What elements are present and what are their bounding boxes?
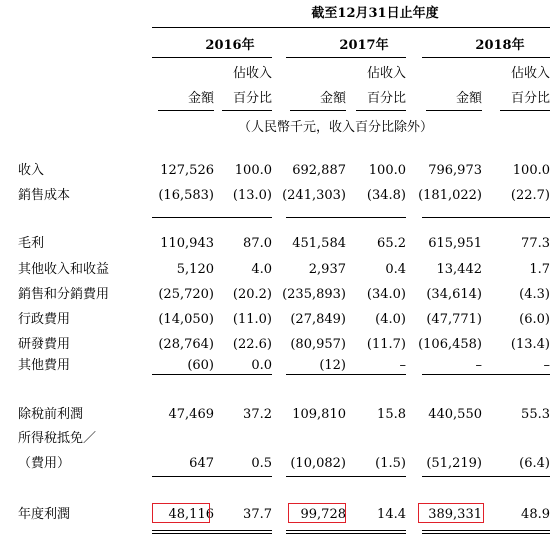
amount-cell: (25,720) (158, 287, 214, 302)
amount-2016-underline (158, 110, 214, 111)
pct-2018-underline (500, 110, 550, 111)
amount-cell: 451,584 (292, 236, 346, 251)
amount-cell: – (475, 358, 482, 373)
amount-cell: (235,893) (282, 287, 346, 302)
amount-cell: 440,550 (428, 407, 482, 422)
percent-cell: 0.0 (251, 358, 272, 373)
amount-cell: (16,583) (158, 188, 214, 203)
amount-cell: (47,771) (426, 312, 482, 327)
amount-cell: 13,442 (436, 262, 482, 277)
highlight-box-2016 (152, 503, 210, 523)
percent-cell: (13.4) (510, 337, 550, 352)
row-label: 行政費用 (18, 312, 71, 327)
col-pct-2016-l2: 百分比 (232, 91, 272, 106)
amount-cell: (60) (187, 358, 214, 373)
percent-cell: (20.2) (232, 287, 272, 302)
percent-cell: (1.5) (375, 456, 406, 471)
amount-cell: (80,957) (290, 337, 346, 352)
col-amount-2016: 金額 (187, 91, 214, 106)
percent-cell: – (399, 358, 406, 373)
amount-cell: 615,951 (428, 236, 482, 251)
amount-2017-underline (290, 110, 346, 111)
amount-cell: 389,331 (428, 507, 482, 522)
col-pct-2017-l1: 佔收入 (366, 66, 406, 81)
rule-other-2018 (422, 374, 550, 375)
percent-cell: (34.0) (366, 287, 406, 302)
unit-note: （人民幣千元，收入百分比除外） (238, 120, 434, 135)
percent-cell: 4.0 (251, 262, 272, 277)
col-pct-2018-l1: 佔收入 (510, 66, 550, 81)
row-label: 除稅前利潤 (18, 407, 84, 422)
pct-2017-underline (356, 110, 406, 111)
year-2018-underline (422, 57, 550, 58)
percent-cell: 100.0 (234, 163, 272, 178)
percent-cell: – (543, 358, 550, 373)
percent-cell: 55.3 (521, 407, 550, 422)
rule-tax-2018 (422, 476, 550, 477)
amount-cell: (14,050) (158, 312, 214, 327)
percent-cell: 15.8 (377, 407, 406, 422)
period-title: 截至12月31日止年度 (311, 6, 439, 21)
year-2017: 2017年 (339, 38, 389, 53)
amount-cell: (51,219) (426, 456, 482, 471)
percent-cell: 100.0 (512, 163, 550, 178)
percent-cell: 37.7 (243, 507, 272, 522)
double-rule-2017 (286, 530, 406, 534)
amount-cell: (10,082) (290, 456, 346, 471)
rule-cost-2017 (286, 217, 406, 218)
rule-other-2016 (152, 374, 272, 375)
percent-cell: 48.9 (521, 507, 550, 522)
amount-cell: (106,458) (418, 337, 482, 352)
row-label: 銷售成本 (18, 188, 71, 203)
rule-cost-2018 (422, 217, 550, 218)
col-pct-2016-l1: 佔收入 (232, 66, 272, 81)
amount-cell: 109,810 (292, 407, 346, 422)
rule-tax-2017 (286, 476, 406, 477)
rule-cost-2016 (152, 217, 272, 218)
amount-cell: 796,973 (428, 163, 482, 178)
amount-cell: (28,764) (158, 337, 214, 352)
percent-cell: 0.5 (251, 456, 272, 471)
amount-cell: 647 (189, 456, 214, 471)
amount-cell: 5,120 (176, 262, 214, 277)
percent-cell: 87.0 (243, 236, 272, 251)
year-2017-underline (286, 57, 406, 58)
amount-cell: 47,469 (168, 407, 214, 422)
period-underline (152, 27, 550, 28)
row-label: （費用） (18, 456, 71, 471)
percent-cell: 0.4 (385, 262, 406, 277)
percent-cell: (11.0) (232, 312, 272, 327)
col-amount-2017: 金額 (319, 91, 346, 106)
pct-2016-underline (222, 110, 272, 111)
amount-cell: (34,614) (426, 287, 482, 302)
col-pct-2018-l2: 百分比 (510, 91, 550, 106)
percent-cell: (11.7) (366, 337, 406, 352)
amount-cell: (12) (319, 358, 346, 373)
col-pct-2017-l2: 百分比 (366, 91, 406, 106)
percent-cell: (22.7) (510, 188, 550, 203)
row-label: 收入 (18, 163, 45, 178)
row-label: 毛利 (18, 236, 45, 251)
percent-cell: 1.7 (529, 262, 550, 277)
percent-cell: (6.0) (519, 312, 550, 327)
row-label: 銷售和分銷費用 (18, 287, 110, 302)
amount-2018-underline (426, 110, 482, 111)
highlight-box-2018 (418, 503, 484, 523)
amount-cell: 110,943 (160, 236, 214, 251)
row-label: 其他費用 (18, 358, 71, 373)
amount-cell: 99,728 (300, 507, 346, 522)
col-amount-2018: 金額 (455, 91, 482, 106)
percent-cell: (13.0) (232, 188, 272, 203)
percent-cell: 100.0 (368, 163, 406, 178)
highlight-box-2017 (288, 503, 346, 523)
percent-cell: (6.4) (519, 456, 550, 471)
percent-cell: (34.8) (366, 188, 406, 203)
percent-cell: (4.3) (519, 287, 550, 302)
percent-cell: 37.2 (243, 407, 272, 422)
rule-other-2017 (286, 374, 406, 375)
row-label: 所得稅抵免／ (18, 431, 97, 446)
amount-cell: 692,887 (292, 163, 346, 178)
percent-cell: 77.3 (521, 236, 550, 251)
row-label: 其他收入和收益 (18, 262, 110, 277)
percent-cell: 14.4 (377, 507, 406, 522)
year-2018: 2018年 (475, 38, 525, 53)
amount-cell: 2,937 (308, 262, 346, 277)
double-rule-2016 (152, 530, 272, 534)
percent-cell: (22.6) (232, 337, 272, 352)
double-rule-2018 (422, 530, 550, 534)
amount-cell: (241,303) (282, 188, 346, 203)
row-label: 年度利潤 (18, 507, 71, 522)
percent-cell: (4.0) (375, 312, 406, 327)
rule-tax-2016 (152, 476, 272, 477)
year-2016: 2016年 (205, 38, 255, 53)
amount-cell: (181,022) (418, 188, 482, 203)
amount-cell: 48,116 (168, 507, 214, 522)
year-2016-underline (152, 57, 272, 58)
amount-cell: (27,849) (290, 312, 346, 327)
row-label: 研發費用 (18, 337, 71, 352)
amount-cell: 127,526 (160, 163, 214, 178)
percent-cell: 65.2 (377, 236, 406, 251)
